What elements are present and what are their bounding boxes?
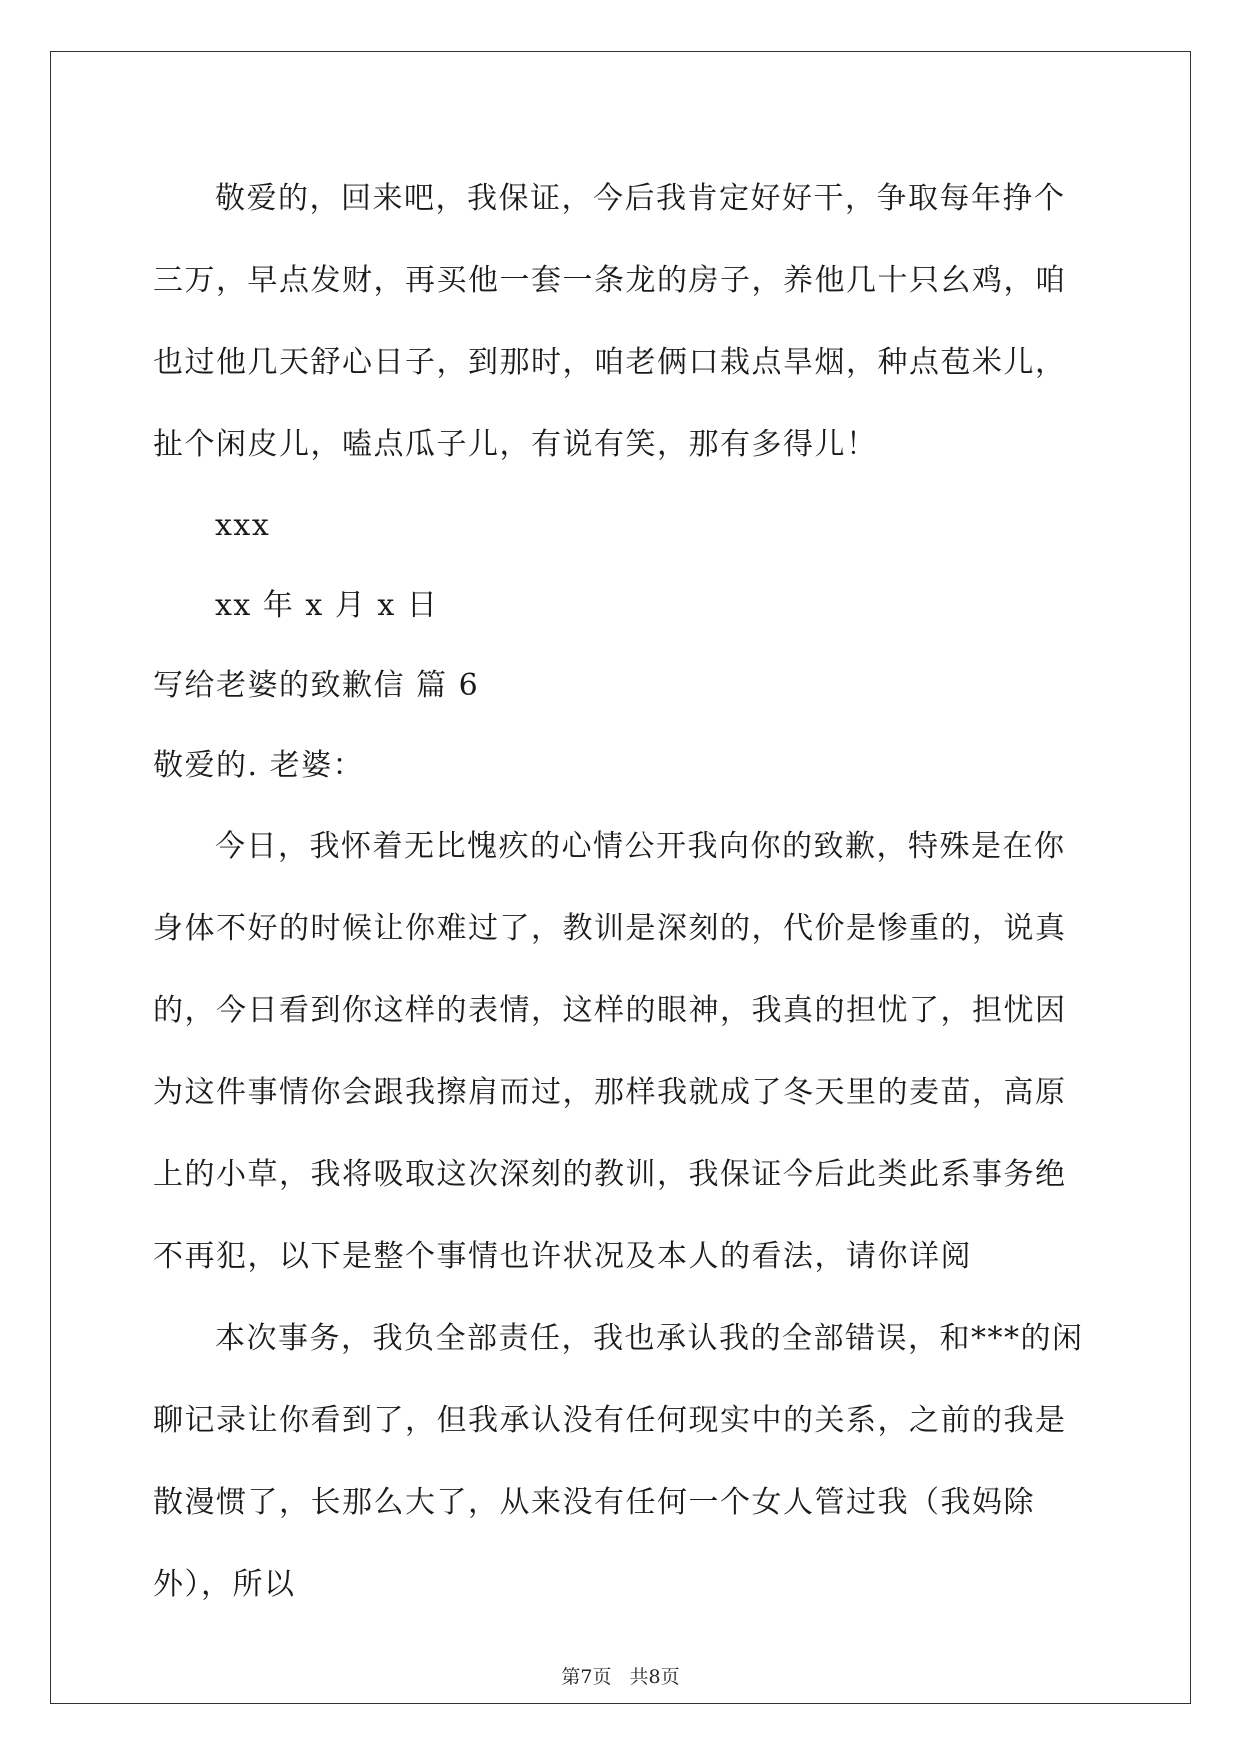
page-footer — [0, 1662, 1241, 1689]
signature-date: xx 年 x 月 x 日 — [215, 588, 439, 623]
salutation: 敬爱的. 老婆： — [153, 748, 365, 783]
section-heading: 写给老婆的致歉信 篇 6 — [153, 668, 480, 703]
paragraph-apology: 今日，我怀着无比愧疚的心情公开我向你的致歉，特殊是在你身体不好的时候让你难过了，教训是深刻的，代价是惨重的，说真的，今日看到你这样的表情，这样的眼神，我真的担忧了，担忧因为这件事情你会跟我擦肩而过，那样我就成了冬天里的麦苗，高原上的小草，我将吸取这次深刻的教训，我保证今后此类此系事务绝不再犯，以下是整个事情也许状况及本人的看法，请你详阅 — [153, 829, 1067, 1274]
paragraph-promise: 敬爱的，回来吧，我保证，今后我肯定好好干，争取每年挣个三万，早点发财，再买他一套一条龙的房子，养他几十只幺鸡，咱也过他几天舒心日子，到那时，咱老俩口栽点旱烟，种点苞米儿，扯个闲皮儿，嗑点瓜子儿，有说有笑，那有多得儿！ — [153, 181, 1067, 462]
page-total: 共8页 — [629, 1666, 680, 1688]
signature-name: xxx — [215, 508, 271, 543]
document-body — [153, 158, 1093, 1626]
page-number: 第7页 — [561, 1666, 612, 1688]
paragraph-responsibility: 本次事务，我负全部责任，我也承认我的全部错误，和***的闲聊记录让你看到了，但我承认没有任何现实中的关系，之前的我是散漫惯了，长那么大了，从来没有任何一个女人管过我（我妈除外），所以 — [153, 1321, 1084, 1602]
